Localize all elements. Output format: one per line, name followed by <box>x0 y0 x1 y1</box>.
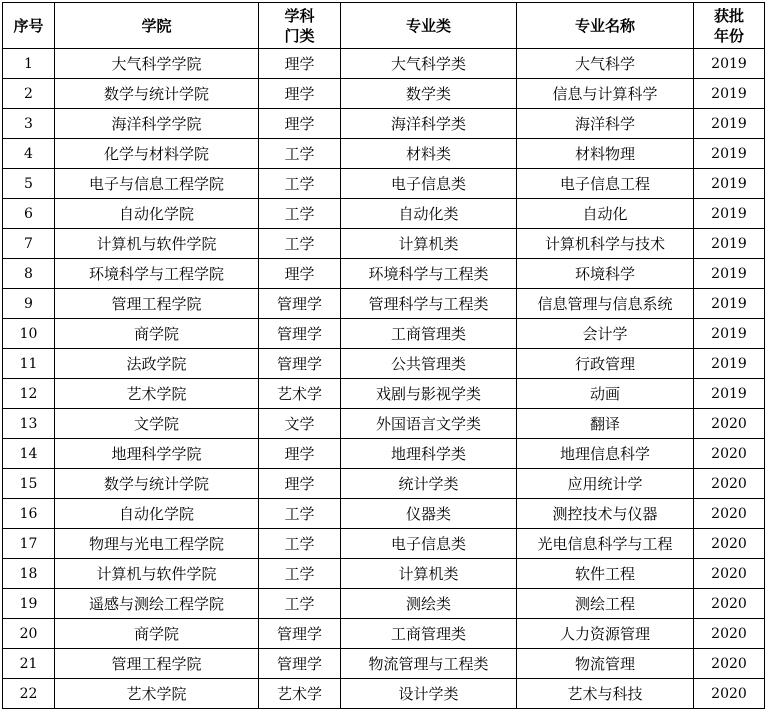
majors-table-container <box>2 2 765 709</box>
cell-discipline: 艺术学 <box>259 379 341 409</box>
cell-index: 13 <box>3 409 55 439</box>
table-row <box>3 109 765 139</box>
cell-index: 9 <box>3 289 55 319</box>
cell-major: 测绘工程 <box>517 589 694 619</box>
cell-school: 计算机与软件学院 <box>55 559 259 589</box>
cell-discipline: 理学 <box>259 469 341 499</box>
cell-year: 2020 <box>694 469 765 499</box>
cell-major: 应用统计学 <box>517 469 694 499</box>
cell-major: 自动化 <box>517 199 694 229</box>
header-year <box>694 3 765 49</box>
table-row <box>3 679 765 709</box>
header-category: 专业类 <box>341 3 517 49</box>
table-row <box>3 349 765 379</box>
cell-major: 地理信息科学 <box>517 439 694 469</box>
cell-category: 海洋科学类 <box>341 109 517 139</box>
cell-year: 2019 <box>694 349 765 379</box>
cell-year: 2019 <box>694 379 765 409</box>
cell-index: 4 <box>3 139 55 169</box>
cell-category: 数学类 <box>341 79 517 109</box>
header-discipline-line2: 门类 <box>284 26 315 45</box>
table-row <box>3 259 765 289</box>
cell-index: 12 <box>3 379 55 409</box>
cell-major: 动画 <box>517 379 694 409</box>
cell-year: 2020 <box>694 649 765 679</box>
cell-school: 化学与材料学院 <box>55 139 259 169</box>
cell-school: 大气科学学院 <box>55 49 259 79</box>
cell-major: 软件工程 <box>517 559 694 589</box>
cell-index: 17 <box>3 529 55 559</box>
table-row <box>3 79 765 109</box>
table-row <box>3 49 765 79</box>
cell-category: 管理科学与工程类 <box>341 289 517 319</box>
cell-discipline: 文学 <box>259 409 341 439</box>
cell-major: 人力资源管理 <box>517 619 694 649</box>
cell-year: 2019 <box>694 79 765 109</box>
cell-discipline: 管理学 <box>259 349 341 379</box>
cell-discipline: 工学 <box>259 169 341 199</box>
cell-discipline: 管理学 <box>259 319 341 349</box>
table-row <box>3 499 765 529</box>
cell-index: 18 <box>3 559 55 589</box>
cell-category: 统计学类 <box>341 469 517 499</box>
table-row <box>3 139 765 169</box>
cell-school: 文学院 <box>55 409 259 439</box>
table-row <box>3 619 765 649</box>
header-school: 学院 <box>55 3 259 49</box>
cell-major: 翻译 <box>517 409 694 439</box>
cell-category: 电子信息类 <box>341 169 517 199</box>
header-year-line1: 获批 <box>713 6 744 25</box>
cell-major: 艺术与科技 <box>517 679 694 709</box>
table-row <box>3 229 765 259</box>
cell-major: 大气科学 <box>517 49 694 79</box>
cell-school: 遥感与测绘工程学院 <box>55 589 259 619</box>
cell-school: 管理工程学院 <box>55 289 259 319</box>
cell-school: 自动化学院 <box>55 199 259 229</box>
cell-category: 物流管理与工程类 <box>341 649 517 679</box>
cell-year: 2020 <box>694 559 765 589</box>
cell-category: 地理科学类 <box>341 439 517 469</box>
cell-index: 10 <box>3 319 55 349</box>
cell-category: 外国语言文学类 <box>341 409 517 439</box>
cell-school: 电子与信息工程学院 <box>55 169 259 199</box>
table-row <box>3 319 765 349</box>
cell-discipline: 管理学 <box>259 289 341 319</box>
cell-category: 大气科学类 <box>341 49 517 79</box>
cell-discipline: 管理学 <box>259 619 341 649</box>
cell-discipline: 艺术学 <box>259 679 341 709</box>
cell-index: 8 <box>3 259 55 289</box>
cell-school: 艺术学院 <box>55 679 259 709</box>
table-row <box>3 559 765 589</box>
cell-year: 2019 <box>694 289 765 319</box>
cell-discipline: 管理学 <box>259 649 341 679</box>
cell-major: 计算机科学与技术 <box>517 229 694 259</box>
cell-discipline: 理学 <box>259 439 341 469</box>
header-major: 专业名称 <box>517 3 694 49</box>
cell-index: 3 <box>3 109 55 139</box>
cell-school: 商学院 <box>55 319 259 349</box>
cell-category: 设计学类 <box>341 679 517 709</box>
cell-major: 测控技术与仪器 <box>517 499 694 529</box>
cell-discipline: 工学 <box>259 229 341 259</box>
cell-year: 2020 <box>694 409 765 439</box>
cell-school: 物理与光电工程学院 <box>55 529 259 559</box>
cell-category: 戏剧与影视学类 <box>341 379 517 409</box>
cell-category: 环境科学与工程类 <box>341 259 517 289</box>
cell-year: 2019 <box>694 169 765 199</box>
cell-school: 艺术学院 <box>55 379 259 409</box>
cell-major: 会计学 <box>517 319 694 349</box>
cell-category: 公共管理类 <box>341 349 517 379</box>
header-year-line2: 年份 <box>713 26 744 45</box>
table-header <box>3 3 765 49</box>
header-row <box>3 3 765 49</box>
cell-index: 1 <box>3 49 55 79</box>
header-discipline <box>259 3 341 49</box>
cell-index: 11 <box>3 349 55 379</box>
table-body <box>3 49 765 709</box>
cell-year: 2019 <box>694 139 765 169</box>
cell-school: 商学院 <box>55 619 259 649</box>
cell-major: 海洋科学 <box>517 109 694 139</box>
cell-school: 数学与统计学院 <box>55 79 259 109</box>
cell-year: 2019 <box>694 319 765 349</box>
cell-category: 工商管理类 <box>341 319 517 349</box>
cell-index: 16 <box>3 499 55 529</box>
cell-major: 信息与计算科学 <box>517 79 694 109</box>
cell-index: 14 <box>3 439 55 469</box>
cell-index: 22 <box>3 679 55 709</box>
table-row <box>3 379 765 409</box>
cell-major: 环境科学 <box>517 259 694 289</box>
cell-major: 光电信息科学与工程 <box>517 529 694 559</box>
cell-category: 工商管理类 <box>341 619 517 649</box>
cell-discipline: 工学 <box>259 499 341 529</box>
cell-discipline: 工学 <box>259 529 341 559</box>
cell-school: 数学与统计学院 <box>55 469 259 499</box>
cell-year: 2019 <box>694 109 765 139</box>
table-row <box>3 649 765 679</box>
table-row <box>3 439 765 469</box>
cell-year: 2020 <box>694 499 765 529</box>
table-row <box>3 169 765 199</box>
cell-category: 仪器类 <box>341 499 517 529</box>
header-index: 序号 <box>3 3 55 49</box>
cell-discipline: 理学 <box>259 79 341 109</box>
cell-year: 2019 <box>694 199 765 229</box>
cell-major: 行政管理 <box>517 349 694 379</box>
cell-category: 测绘类 <box>341 589 517 619</box>
cell-year: 2019 <box>694 49 765 79</box>
cell-category: 计算机类 <box>341 559 517 589</box>
cell-school: 法政学院 <box>55 349 259 379</box>
cell-discipline: 理学 <box>259 109 341 139</box>
cell-category: 计算机类 <box>341 229 517 259</box>
cell-school: 计算机与软件学院 <box>55 229 259 259</box>
cell-major: 物流管理 <box>517 649 694 679</box>
cell-discipline: 工学 <box>259 559 341 589</box>
cell-school: 管理工程学院 <box>55 649 259 679</box>
cell-category: 自动化类 <box>341 199 517 229</box>
cell-index: 6 <box>3 199 55 229</box>
table-row <box>3 289 765 319</box>
cell-year: 2020 <box>694 439 765 469</box>
cell-index: 5 <box>3 169 55 199</box>
cell-school: 海洋科学学院 <box>55 109 259 139</box>
table-row <box>3 589 765 619</box>
cell-school: 自动化学院 <box>55 499 259 529</box>
cell-discipline: 理学 <box>259 49 341 79</box>
cell-discipline: 工学 <box>259 589 341 619</box>
cell-year: 2019 <box>694 259 765 289</box>
table-row <box>3 409 765 439</box>
cell-category: 材料类 <box>341 139 517 169</box>
cell-discipline: 工学 <box>259 199 341 229</box>
cell-index: 15 <box>3 469 55 499</box>
cell-major: 信息管理与信息系统 <box>517 289 694 319</box>
cell-category: 电子信息类 <box>341 529 517 559</box>
cell-index: 7 <box>3 229 55 259</box>
cell-year: 2020 <box>694 679 765 709</box>
cell-year: 2020 <box>694 529 765 559</box>
cell-year: 2020 <box>694 619 765 649</box>
table-row <box>3 529 765 559</box>
cell-index: 21 <box>3 649 55 679</box>
cell-year: 2019 <box>694 229 765 259</box>
table-row <box>3 199 765 229</box>
cell-index: 19 <box>3 589 55 619</box>
cell-year: 2020 <box>694 589 765 619</box>
cell-index: 20 <box>3 619 55 649</box>
cell-school: 地理科学学院 <box>55 439 259 469</box>
cell-school: 环境科学与工程学院 <box>55 259 259 289</box>
majors-table <box>2 2 765 709</box>
cell-index: 2 <box>3 79 55 109</box>
cell-major: 电子信息工程 <box>517 169 694 199</box>
cell-major: 材料物理 <box>517 139 694 169</box>
table-row <box>3 469 765 499</box>
header-discipline-line1: 学科 <box>284 6 315 25</box>
cell-discipline: 工学 <box>259 139 341 169</box>
cell-discipline: 理学 <box>259 259 341 289</box>
